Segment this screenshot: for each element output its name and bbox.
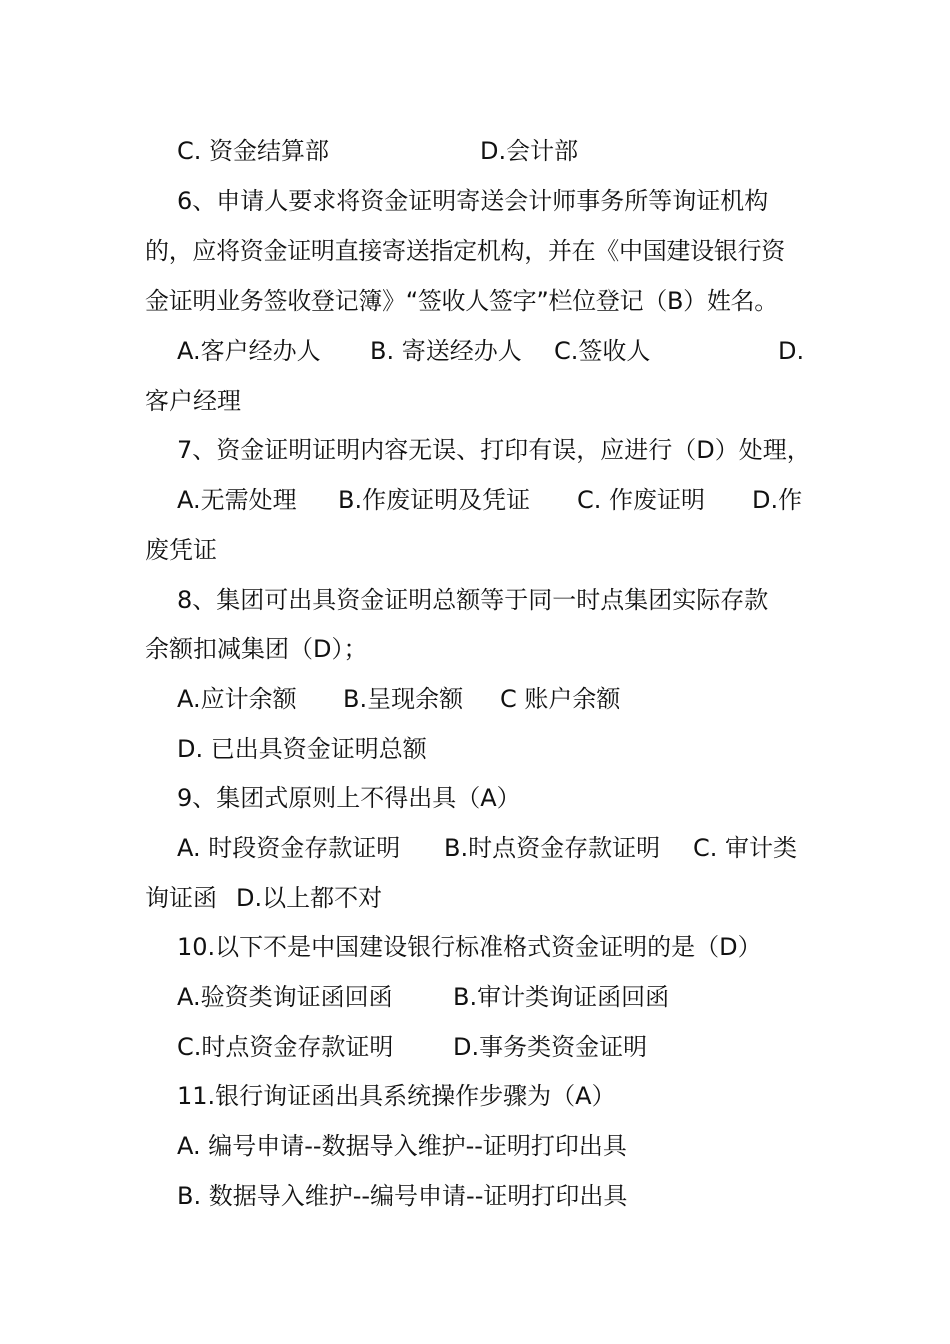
- q11-stem-line-1: 11.银行询证函出具系统操作步骤为（A）: [177, 1082, 616, 1110]
- q6-stem-line-3: 金证明业务签收登记簿》“签收人签字”栏位登记（B）姓名。: [145, 287, 778, 315]
- q10-option-b: B.审计类询证函回函: [453, 983, 670, 1011]
- q9-option-a: A. 时段资金存款证明: [177, 834, 401, 862]
- q8-option-a: A.应计余额: [177, 685, 297, 713]
- q6-option-a: A.客户经办人: [177, 337, 321, 365]
- q9-option-c-tail: 询证函: [145, 884, 217, 912]
- q6-stem-line-2: 的，应将资金证明直接寄送指定机构，并在《中国建设银行资: [145, 237, 785, 265]
- q11-option-a: A. 编号申请--数据导入维护--证明打印出具: [177, 1132, 627, 1160]
- q6-option-c: C.签收人: [554, 337, 651, 365]
- q7-option-a: A.无需处理: [177, 486, 297, 514]
- q7-option-c: C. 作废证明: [577, 486, 706, 514]
- q6-option-d-tail: 客户经理: [145, 387, 241, 415]
- q8-option-d: D. 已出具资金证明总额: [177, 735, 427, 763]
- q5-option-d: D.会计部: [480, 137, 579, 165]
- q8-stem-line-2: 余额扣减集团（D）；: [145, 635, 368, 663]
- q9-stem-line-1: 9、集团式原则上不得出具（A）: [177, 784, 521, 812]
- q9-option-b: B.时点资金存款证明: [444, 834, 661, 862]
- q6-stem-line-1: 6、申请人要求将资金证明寄送会计师事务所等询证机构: [177, 187, 769, 215]
- q6-option-d-head: D.: [778, 337, 805, 365]
- q7-option-d-head: D.作: [752, 486, 803, 514]
- q8-option-c: C 账户余额: [500, 685, 621, 713]
- q10-option-d: D.事务类资金证明: [453, 1033, 648, 1061]
- q5-option-c: C. 资金结算部: [177, 137, 330, 165]
- q8-stem-line-1: 8、集团可出具资金证明总额等于同一时点集团实际存款: [177, 586, 769, 614]
- q7-stem-line-1: 7、资金证明证明内容无误、打印有误，应进行（D）处理，: [177, 436, 811, 464]
- q9-option-c-head: C. 审计类: [693, 834, 798, 862]
- q9-option-d: D.以上都不对: [236, 884, 383, 912]
- q11-option-b: B. 数据导入维护--编号申请--证明打印出具: [177, 1182, 628, 1210]
- q10-stem-line-1: 10.以下不是中国建设银行标准格式资金证明的是（D）: [177, 933, 762, 961]
- q10-option-c: C.时点资金存款证明: [177, 1033, 394, 1061]
- q10-option-a: A.验资类询证函回函: [177, 983, 393, 1011]
- q7-option-b: B.作废证明及凭证: [338, 486, 531, 514]
- q6-option-b: B. 寄送经办人: [370, 337, 522, 365]
- q8-option-b: B.呈现余额: [343, 685, 464, 713]
- q7-option-d-tail: 废凭证: [145, 536, 217, 564]
